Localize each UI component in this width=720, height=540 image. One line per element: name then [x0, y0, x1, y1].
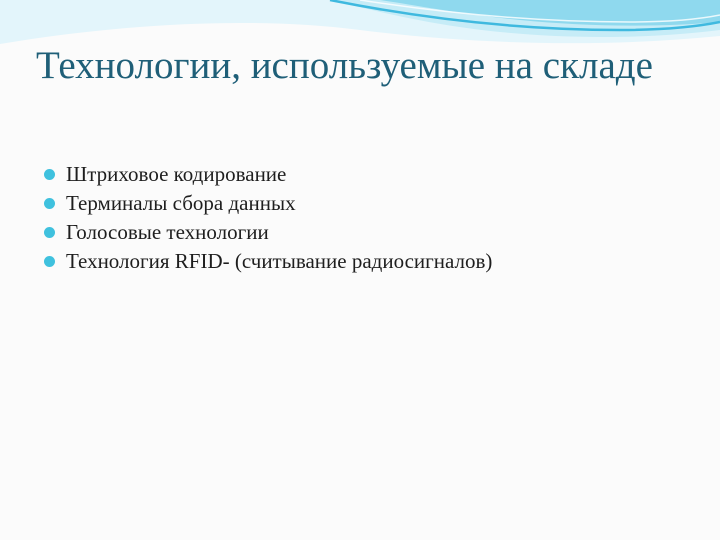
bullet-item	[44, 218, 684, 247]
bullet-dot-icon	[44, 227, 55, 238]
bullet-list	[44, 160, 684, 276]
bullet-text: Технология RFID- (считывание радиосигналов)	[66, 249, 493, 273]
bullet-item	[44, 160, 684, 189]
bullet-item	[44, 247, 684, 276]
bullet-item	[44, 189, 684, 218]
bullet-text: Штриховое кодирование	[66, 162, 287, 186]
bullet-text: Терминалы сбора данных	[66, 191, 296, 215]
bullet-text: Голосовые технологии	[66, 220, 269, 244]
slide-title: Технологии, используемые на складе	[36, 44, 653, 87]
bullet-dot-icon	[44, 256, 55, 267]
bullet-dot-icon	[44, 169, 55, 180]
bullet-dot-icon	[44, 198, 55, 209]
